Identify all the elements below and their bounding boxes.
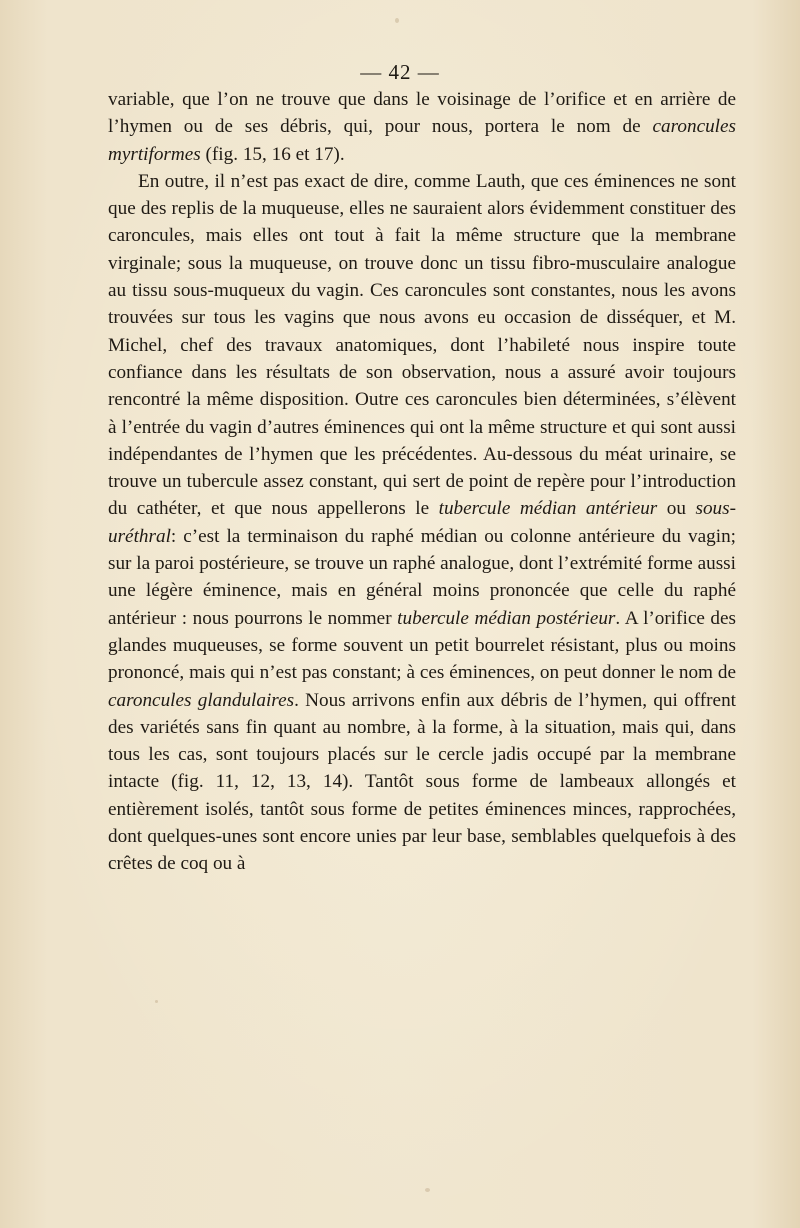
- body-text: [108, 86, 736, 878]
- text-run: : c’est la terminaison du raphé médian ou colonne antérieure du vagin; sur la paroi postérieure, se trouve un raphé analogue, dont l’extrémité forme aussi une légère éminence, mais en général moins prononcée que celle du raphé antérieur : nous pourrons le nommer: [108, 525, 736, 629]
- text-run: (fig. 15, 16 et 17).: [200, 143, 345, 165]
- italic-term: sous-uréthral: [108, 498, 737, 547]
- text-run: . Nous arrivons enfin aux débris de l’hymen, qui offrent des variétés sans fin quant au nombre, à la forme, à la situation, mais qui, dans tous les cas, sont toujours placés sur le cercle jadis occupé par la membrane intacte (fig. 11, 12, 13, 14). Tantôt sous forme de lambeaux allongés et entièrement isolés, tantôt sous forme de petites éminences minces, rapprochées, dont quelques-unes sont encore unies par leur base, semblables quelquefois à des crêtes de coq ou à: [108, 689, 736, 875]
- italic-term: caroncules myrtiformes: [108, 116, 736, 165]
- text-run: . A l’orifice des glandes muqueuses, se forme souvent un petit bourrelet résistant, plus ou moins prononcé, mais qui n’est pas constant; à ces éminences, on peut donner le nom de: [108, 607, 737, 684]
- italic-term: tubercule médian antérieur: [438, 498, 658, 520]
- text-run: ou: [657, 498, 696, 520]
- italic-term: tubercule médian postérieur: [397, 607, 616, 629]
- paper-spot: [425, 1188, 430, 1192]
- page-number: — 42 —: [360, 60, 440, 84]
- text-run: En outre, il n’est pas exact de dire, comme Lauth, que ces éminences ne sont que des replis de la muqueuse, elles ne sauraient alors évidemment constituer des caroncules, mais elles ont tout à fait la même structure que la membrane virginale; sous la muqueuse, on trouve donc un tissu fibro-musculaire analogue au tissu sous-muqueux du vagin. Ces caroncules sont constantes, nous les avons trouvées sur tous les vagins que nous avons eu occasion de disséquer, et M. Michel, chef des travaux anatomiques, dont l’habileté nous inspire toute confiance dans les résultats de son observation, nous a assuré avoir toujours rencontré la même disposition. Outre ces caroncules bien déterminées, s’élèvent à l’entrée du vagin d’autres éminences qui ont la même structure et qui sont aussi indépendantes de l’hymen que les précédentes. Au-dessous du méat urinaire, se trouve un tubercule assez constant, qui sert de point de repère pour l’introduction du cathéter, et que nous appellerons le: [108, 170, 736, 520]
- paragraph-1: [108, 86, 736, 168]
- italic-term: caroncules glandulaires: [108, 689, 295, 711]
- paper-spot: [395, 18, 399, 23]
- text-run: variable, que l’on ne trouve que dans le voisinage de l’orifice et en arrière de l’hymen ou de ses débris, qui, pour nous, portera le nom de: [108, 89, 736, 138]
- paragraph-2: [108, 168, 736, 878]
- paper-spot: [155, 1000, 158, 1003]
